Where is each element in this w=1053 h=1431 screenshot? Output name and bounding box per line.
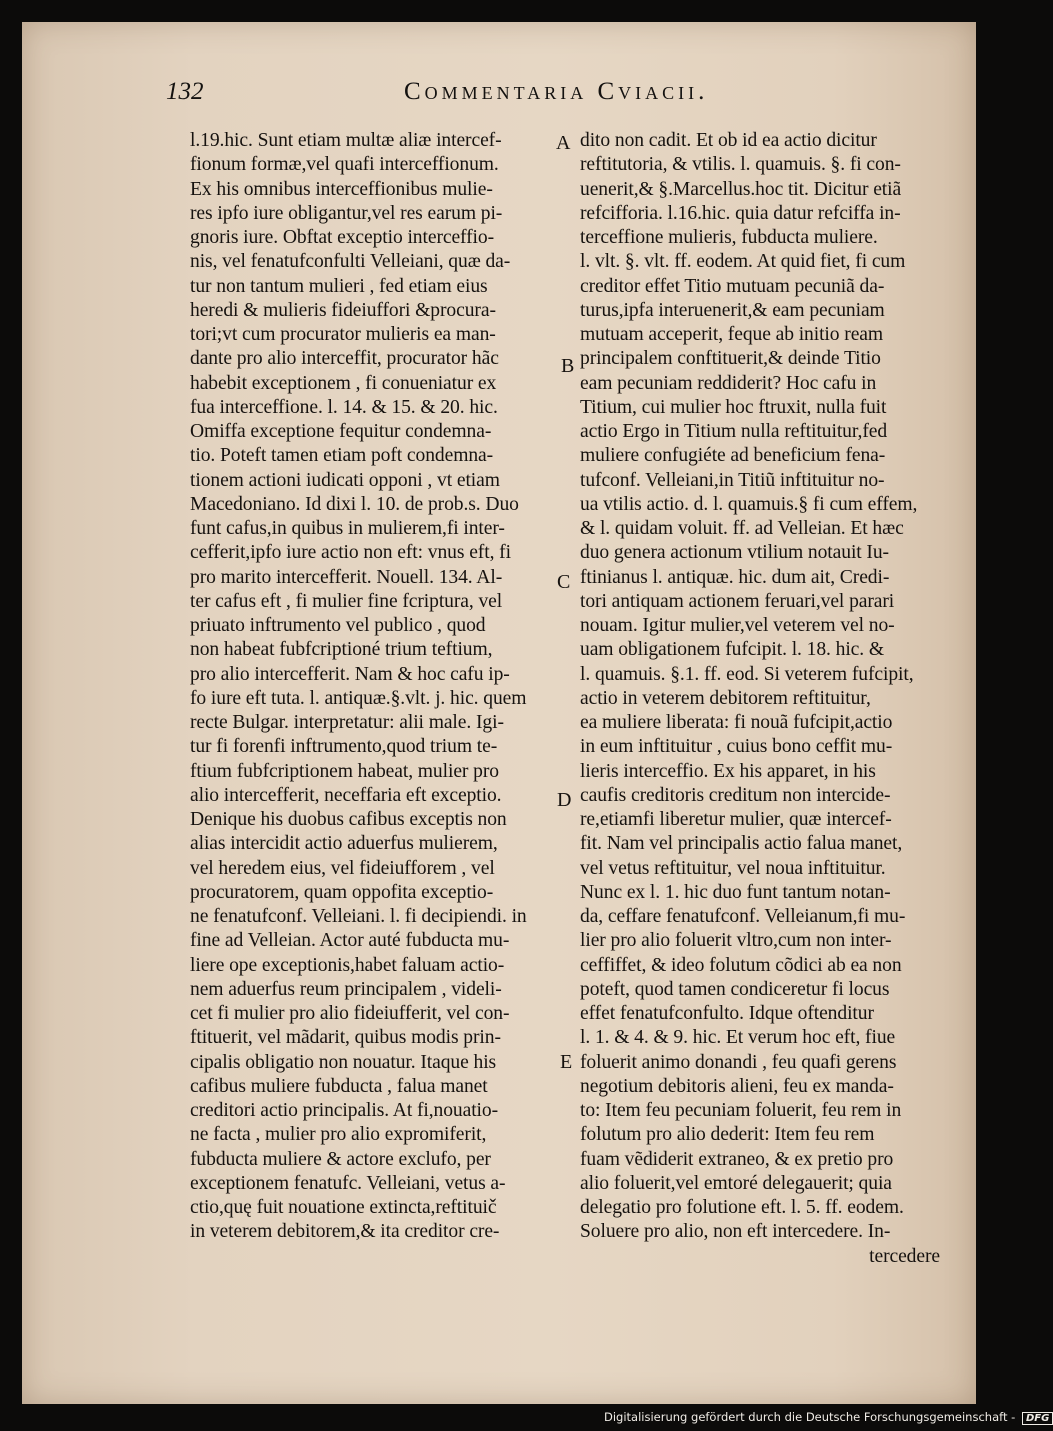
text-line: ctio,quę fuit nouatione extincta,reftituič xyxy=(190,1197,497,1218)
text-line: tur fi forenfi inftrumento,quod trium te- xyxy=(190,736,498,758)
text-line: re,etiamfi liberetur mulier, quæ intercef- xyxy=(580,809,892,830)
text-line: nis, vel fenatufconfulti Velleiani, quæ da- xyxy=(190,251,511,273)
text-line: tio. Poteft tamen etiam poft condemna- xyxy=(190,445,494,467)
margin-letter-d: D xyxy=(557,789,572,811)
text-line: pro alio intercefferit. Nam & hoc cafu ip- xyxy=(190,663,510,685)
text-line: poteft, quod tamen condiceretur fi locus xyxy=(580,978,890,1000)
credit-text: Digitalisierung gefördert durch die Deutsche Forschungsgemeinschaft - xyxy=(604,1410,1016,1424)
text-line: actio Ergo in Titium nulla reftituitur,fed xyxy=(580,421,888,442)
text-line: ftium fubfcriptionem habeat, mulier pro xyxy=(190,760,499,782)
text-line: Soluere pro alio, non eft intercedere. In- xyxy=(580,1221,891,1243)
text-line: to: Item feu pecuniam foluerit, feu rem in xyxy=(580,1100,902,1121)
text-line: mutuam acceperit, feque ab initio ream xyxy=(580,324,884,345)
text-line: nouam. Igitur mulier,vel veterem vel no- xyxy=(580,615,895,636)
margin-letter-a: A xyxy=(556,132,571,154)
text-line: fo iure eft tuta. l. antiquæ.§.vlt. j. hic. quem xyxy=(190,687,527,709)
text-line: non habeat fubfcriptioné trium teftium, xyxy=(190,639,493,661)
text-line: fubducta muliere & actore exclufo, per xyxy=(190,1148,491,1170)
text-line: caufis creditoris creditum non intercide- xyxy=(580,784,891,806)
text-line: pro marito intercefferit. Nouell. 134. Al- xyxy=(190,566,503,588)
text-line: turus,ipfa interuenerit,& eam pecuniam xyxy=(580,299,885,321)
text-line: Macedoniano. Id dixi l. 10. de prob.s. Duo xyxy=(190,493,519,515)
text-line: vel vetus reftituitur, vel noua inftituitur. xyxy=(580,857,886,879)
text-line: cafibus muliere fubducta , falua manet xyxy=(190,1075,488,1097)
running-title: Commentaria Cviacii. xyxy=(404,78,709,105)
text-line: tori antiquam actionem feruari,vel parari xyxy=(580,590,895,612)
text-line: l. vlt. §. vlt. ff. eodem. At quid fiet, fi cum xyxy=(580,251,906,273)
margin-letter-e: E xyxy=(560,1051,573,1073)
text-line: fua interceffione. l. 14. & 15. & 20. hic. xyxy=(190,396,498,418)
text-line: uenerit,& §.Marcellus.hoc tit. Dicitur etiã xyxy=(580,178,902,200)
text-line: cefferit,ipfo iure actio non eft: vnus eft, fi xyxy=(190,542,511,564)
text-line: ea muliere liberata: fi nouã fufcipit,actio xyxy=(580,712,893,733)
text-line: fit. Nam vel principalis actio falua manet, xyxy=(580,833,903,855)
text-line: tufconf. Velleiani,in Titiũ inftituitur no- xyxy=(580,469,885,491)
text-line: fine ad Velleian. Actor auté fubducta mu- xyxy=(190,930,510,952)
text-line: habebit exceptionem , fi conueniatur ex xyxy=(190,372,497,394)
dfg-logo: DFG xyxy=(1022,1412,1053,1425)
text-line: gnoris iure. Obftat exceptio interceffio- xyxy=(190,227,495,248)
text-line: exceptionem fenatufc. Velleiani, vetus a- xyxy=(190,1172,506,1194)
text-line: l. 1. & 4. & 9. hic. Et verum hoc eft, fiue xyxy=(580,1027,896,1049)
text-line: ter cafus eft , fi mulier fine fcriptura, vel xyxy=(190,590,503,612)
text-line: ne facta , mulier pro alio expromiferit, xyxy=(190,1124,487,1146)
text-line: alio foluerit,vel emtoré delegauerit; quia xyxy=(580,1172,892,1194)
text-line: lieris interceffio. Ex his apparet, in his xyxy=(580,760,876,782)
text-line: negotium debitoris alieni, feu ex manda- xyxy=(580,1075,894,1097)
text-line: eam pecuniam reddiderit? Hoc cafu in xyxy=(580,372,877,394)
text-line: delegatio pro folutione eft. l. 5. ff. eodem. xyxy=(580,1197,904,1218)
text-line: recte Bulgar. interpretatur: alii male. Igi- xyxy=(190,712,504,733)
left-text-column xyxy=(190,129,546,1245)
text-line: dito non cadit. Et ob id ea actio dicitur xyxy=(580,130,877,151)
text-line: vel heredem eius, vel fideiufforem , vel xyxy=(190,857,495,879)
text-line: cet fi mulier pro alio fideiufferit, vel con- xyxy=(190,1003,510,1024)
text-line: nem aduerfus reum principalem , videli- xyxy=(190,978,502,1000)
text-line: fionum formæ,vel quafi interceffionum. xyxy=(190,154,499,176)
text-line: ceffiffet, & ideo folutum cõdici ab ea non xyxy=(580,954,902,976)
text-line: refcifforia. l.16.hic. quia datur refciffa in- xyxy=(580,202,901,224)
text-line: actio in veterem debitorem reftituitur, xyxy=(580,687,871,709)
text-line: uam obligationem fufcipit. l. 18. hic. & xyxy=(580,639,884,661)
text-line: in veterem debitorem,& ita creditor cre- xyxy=(190,1221,500,1243)
text-line: terceffione mulieris, fubducta muliere. xyxy=(580,227,878,248)
catchword: tercedere xyxy=(869,1245,940,1267)
text-line: alio intercefferit, neceffaria eft exceptio. xyxy=(190,784,502,806)
margin-letter-b: B xyxy=(561,355,575,377)
text-line: funt cafus,in quibus in mulierem,fi inter- xyxy=(190,518,505,539)
text-line: principalem conftituerit,& deinde Titio xyxy=(580,348,881,370)
digitization-credit xyxy=(604,1410,1053,1425)
text-line: ua vtilis actio. d. l. quamuis.§ fi cum effem, xyxy=(580,493,918,515)
text-line: ftituerit, vel mãdarit, quibus modis prin- xyxy=(190,1027,501,1049)
text-line: creditori actio principalis. At fi,nouatio- xyxy=(190,1100,499,1121)
text-line: res ipfo iure obligantur,vel res earum pi- xyxy=(190,202,503,224)
text-line: fuam vẽdiderit extraneo, & ex pretio pro xyxy=(580,1148,894,1170)
text-line: in eum inftituitur , cuius bono ceffit mu- xyxy=(580,736,893,758)
text-line: muliere confugiéte ad beneficium fena- xyxy=(580,445,886,467)
text-line: creditor effet Titio mutuam pecuniã da- xyxy=(580,275,885,297)
text-line: dante pro alio interceffit, procurator hãc xyxy=(190,348,499,370)
text-line: lier pro alio foluerit vltro,cum non inter- xyxy=(580,930,892,952)
text-line: folutum pro alio dederit: Item feu rem xyxy=(580,1124,875,1146)
text-line: Ex his omnibus interceffionibus mulie- xyxy=(190,178,493,200)
text-line: effet fenatufconfulto. Idque oftenditur xyxy=(580,1003,874,1024)
text-line: foluerit animo donandi , feu quafi gerens xyxy=(580,1051,897,1073)
text-line: procuratorem, quam oppofita exceptio- xyxy=(190,881,494,903)
page-number: 132 xyxy=(166,78,204,105)
text-line: Omiffa exceptione fequitur condemna- xyxy=(190,421,492,442)
text-line: priuato inftrumento vel publico , quod xyxy=(190,615,486,636)
text-line: liere ope exceptionis,habet faluam actio- xyxy=(190,954,505,976)
margin-letter-c: C xyxy=(557,571,571,593)
text-line: l. quamuis. §.1. ff. eod. Si veterem fufcipit, xyxy=(580,663,914,685)
page-header xyxy=(146,76,786,116)
text-line: alias intercidit actio aduerfus mulierem, xyxy=(190,833,498,855)
text-line: l.19.hic. Sunt etiam multæ aliæ intercef- xyxy=(190,130,502,151)
text-line: & l. quidam voluit. ff. ad Velleian. Et hæc xyxy=(580,518,904,539)
text-line: tionem actioni iudicati opponi , vt etiam xyxy=(190,469,500,491)
text-line: cipalis obligatio non nouatur. Itaque his xyxy=(190,1051,497,1073)
text-line: da, ceffare fenatufconf. Velleianum,fi mu- xyxy=(580,906,906,927)
text-line: Titium, cui mulier hoc ftruxit, nulla fuit xyxy=(580,396,887,418)
text-line: duo genera actionum vtilium notauit Iu- xyxy=(580,542,889,564)
text-line: Nunc ex l. 1. hic duo funt tantum notan- xyxy=(580,881,891,903)
text-line: ftinianus l. antiquæ. hic. dum ait, Credi- xyxy=(580,566,890,588)
text-line: reftitutoria, & vtilis. l. quamuis. §. fi con- xyxy=(580,154,901,176)
text-line: tori;vt cum procurator mulieris ea man- xyxy=(190,324,496,345)
text-line: heredi & mulieris fideiuffori &procura- xyxy=(190,299,496,321)
text-line: Denique his duobus cafibus exceptis non xyxy=(190,809,507,830)
text-line: ne fenatufconf. Velleiani. l. fi decipiendi. in xyxy=(190,906,527,927)
right-text-column xyxy=(580,129,940,1269)
text-line: tur non tantum mulieri , fed etiam eius xyxy=(190,275,488,297)
